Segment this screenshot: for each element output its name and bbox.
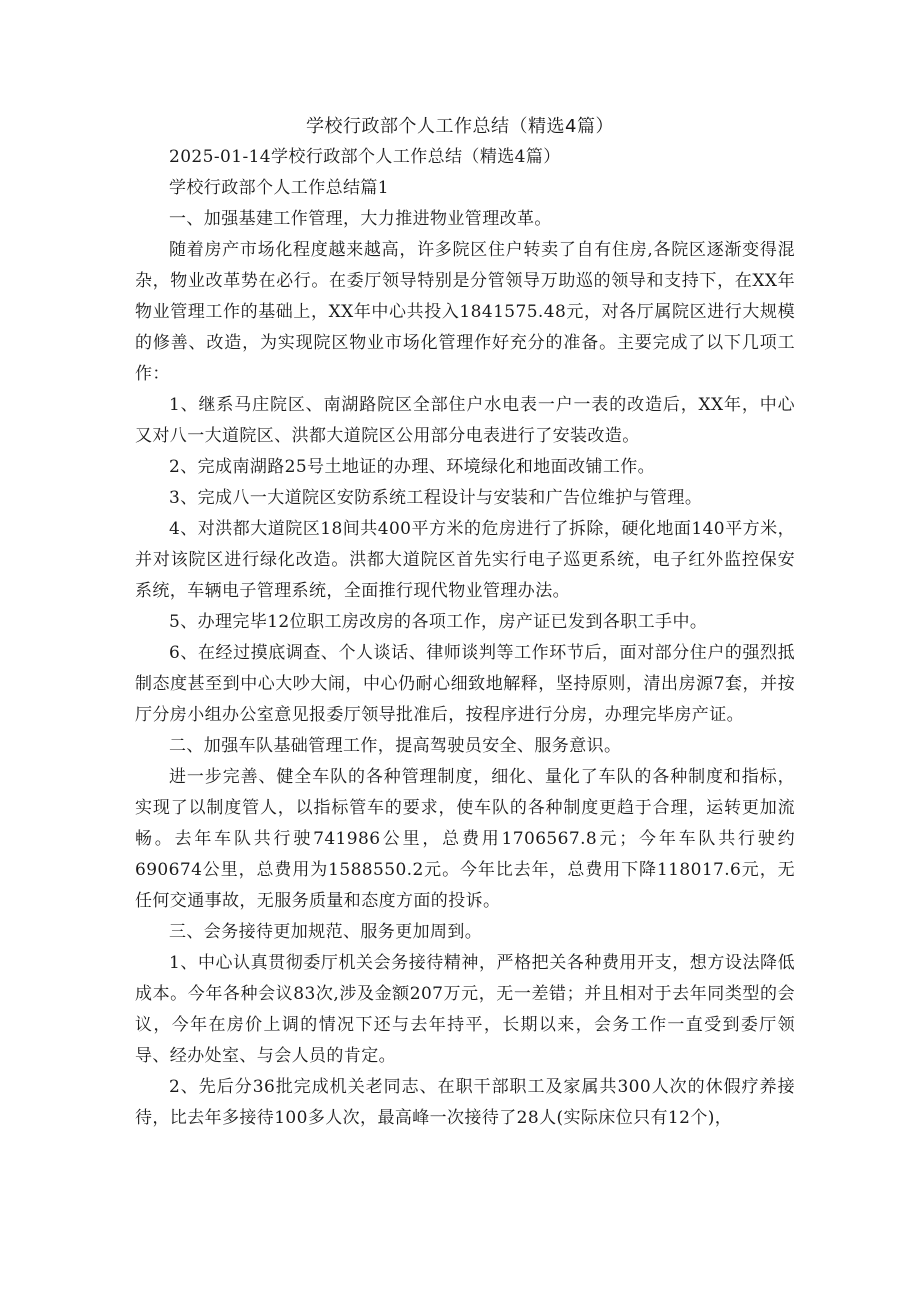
- list-item: 1、继系马庄院区、南湖路院区全部住户水电表一户一表的改造后，XX年，中心又对八一大道院区、洪都大道院区公用部分电表进行了安装改造。: [135, 395, 795, 446]
- heading-3: 三、会务接待更加规范、服务更加周到。: [169, 922, 483, 942]
- list-item: 6、在经过摸底调查、个人谈话、律师谈判等工作环节后，面对部分住户的强烈抵制态度甚至到中心大吵大闹，中心仍耐心细致地解释，坚持原则，清出房源7套，并按厅分房小组办公室意见报委厅领导批准后，按程序进行分房，办理完毕房产证。: [135, 643, 795, 725]
- date-line: 2025-01-14学校行政部个人工作总结（精选4篇）: [169, 147, 561, 167]
- section-title: 学校行政部个人工作总结篇1: [169, 178, 390, 198]
- heading-1: 一、加强基建工作管理，大力推进物业管理改革。: [169, 209, 552, 229]
- paragraph: 进一步完善、健全车队的各种管理制度，细化、量化了车队的各种制度和指标，实现了以制度管人，以指标管车的要求，使车队的各种制度更趋于合理，运转更加流畅。去年车队共行驶741986公里，总费用1706567.8元；今年车队共行驶约690674公里，总费用为1588550.2元。今年比去年，总费用下降118017.6元，无任何交通事故，无服务质量和态度方面的投诉。: [135, 767, 795, 911]
- paragraph: 随着房产市场化程度越来越高，许多院区住户转卖了自有住房,各院区逐渐变得混杂，物业改革势在必行。在委厅领导特别是分管领导万助巡的领导和支持下，在XX年物业管理工作的基础上，XX年中心共投入1841575.48元，对各厅属院区进行大规模的修善、改造，为实现院区物业市场化管理作好充分的准备。主要完成了以下几项工作：: [135, 240, 795, 384]
- list-item: 4、对洪都大道院区18间共400平方米的危房进行了拆除，硬化地面140平方米，并对该院区进行绿化改造。洪都大道院区首先实行电子巡更系统，电子红外监控保安系统，车辆电子管理系统，全面推行现代物业管理办法。: [135, 519, 795, 601]
- document-body: [135, 142, 795, 1134]
- list-item: 5、办理完毕12位职工房改房的各项工作，房产证已发到各职工手中。: [169, 612, 708, 632]
- list-item: 2、先后分36批完成机关老同志、在职干部职工及家属共300人次的休假疗养接待，比去年多接待100多人次，最高峰一次接待了28人(实际床位只有12个)，: [135, 1077, 795, 1128]
- heading-2: 二、加强车队基础管理工作，提高驾驶员安全、服务意识。: [169, 736, 622, 756]
- list-item: 3、完成八一大道院区安防系统工程设计与安装和广告位维护与管理。: [169, 488, 703, 508]
- document-title: 学校行政部个人工作总结（精选4篇）: [306, 116, 614, 137]
- list-item: 2、完成南湖路25号土地证的办理、环境绿化和地面改铺工作。: [169, 457, 656, 477]
- list-item: 1、中心认真贯彻委厅机关会务接待精神，严格把关各种费用开支，想方设法降低成本。今年各种会议83次,涉及金额207万元，无一差错；并且相对于去年同类型的会议，今年在房价上调的情况下还与去年持平，长期以来，会务工作一直受到委厅领导、经办处室、与会人员的肯定。: [135, 953, 795, 1066]
